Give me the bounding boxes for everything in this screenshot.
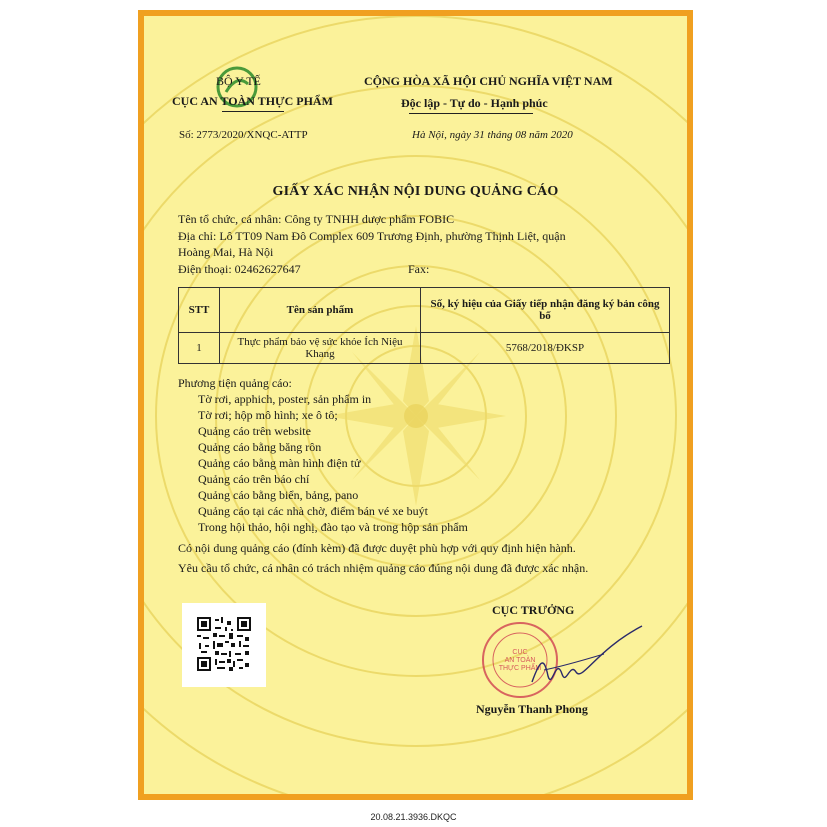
media-item: Quảng cáo trên báo chí bbox=[198, 472, 310, 486]
signatory-title: CỤC TRƯỞNG bbox=[492, 603, 575, 617]
org-address-line2: Hoàng Mai, Hà Nội bbox=[178, 245, 274, 259]
handwritten-signature bbox=[504, 620, 644, 700]
ministry-name: BỘ Y TẾ bbox=[216, 74, 261, 88]
responsibility-statement: Yêu cầu tổ chức, cá nhân có trách nhiệm quảng cáo đúng nội dung đã được xác nhận. bbox=[178, 561, 589, 575]
media-item: Quảng cáo bằng màn hình điện tử bbox=[198, 456, 361, 470]
table-cell: 5768/2018/ĐKSP bbox=[421, 333, 670, 364]
document-code: 20.08.21.3936.DKQC bbox=[370, 812, 457, 822]
org-fax-label: Fax: bbox=[408, 262, 430, 276]
media-label: Phương tiện quảng cáo: bbox=[178, 376, 292, 390]
national-motto: Độc lập - Tự do - Hạnh phúc bbox=[401, 96, 548, 110]
table-header: Tên sản phẩm bbox=[220, 288, 421, 333]
signatory-name: Nguyễn Thanh Phong bbox=[476, 702, 588, 716]
republic-name: CỘNG HÒA XÃ HỘI CHỦ NGHĨA VIỆT NAM bbox=[364, 74, 613, 88]
table-row bbox=[179, 333, 670, 364]
media-item: Quảng cáo bằng biển, bảng, pano bbox=[198, 488, 359, 502]
media-item: Quảng cáo bằng băng rôn bbox=[198, 440, 322, 454]
table-header-row bbox=[179, 288, 670, 333]
certificate-page bbox=[138, 10, 693, 800]
svg-text:AN TOÀN: AN TOÀN bbox=[504, 657, 536, 664]
place-date: Hà Nội, ngày 31 tháng 08 năm 2020 bbox=[412, 129, 573, 141]
qr-code-icon bbox=[197, 617, 251, 671]
media-item: Trong hội thảo, hội nghị, đào tạo và trong hộp sản phẩm bbox=[198, 520, 468, 534]
media-item: Tờ rơi; hộp mô hình; xe ô tô; bbox=[198, 408, 338, 422]
table-cell: Thực phẩm bảo vệ sức khỏe Ích Niệu Khang bbox=[220, 333, 421, 364]
org-address-line1: Địa chỉ: Lô TT09 Nam Đô Complex 609 Trương Định, phường Thịnh Liệt, quận bbox=[178, 229, 566, 243]
document-number: Số: 2773/2020/XNQC-ATTP bbox=[179, 129, 308, 141]
table-cell: 1 bbox=[179, 333, 220, 364]
media-item: Quảng cáo tại các nhà chờ, điểm bán vé xe buýt bbox=[198, 504, 428, 518]
table-header: Số, ký hiệu của Giấy tiếp nhận đăng ký bản công bố bbox=[421, 288, 670, 333]
org-phone: Điện thoại: 02462627647 bbox=[178, 262, 301, 276]
media-item: Tờ rơi, apphich, poster, sản phẩm in bbox=[198, 392, 372, 406]
agency-underline bbox=[222, 111, 284, 112]
approval-statement: Có nội dung quảng cáo (đính kèm) đã được duyệt phù hợp với quy định hiện hành. bbox=[178, 541, 576, 555]
org-name: Tên tổ chức, cá nhân: Công ty TNHH dược phẩm FOBIC bbox=[178, 212, 455, 226]
svg-text:THỰC PHẨM: THỰC PHẨM bbox=[498, 665, 542, 672]
document-title: GIẤY XÁC NHẬN NỘI DUNG QUẢNG CÁO bbox=[272, 184, 559, 199]
media-item: Quảng cáo trên website bbox=[198, 424, 311, 438]
svg-text:CỤC: CỤC bbox=[512, 649, 528, 656]
agency-name: CỤC AN TOÀN THỰC PHẨM bbox=[172, 94, 333, 108]
product-table bbox=[178, 287, 670, 364]
motto-underline bbox=[409, 113, 533, 114]
table-header: STT bbox=[179, 288, 220, 333]
